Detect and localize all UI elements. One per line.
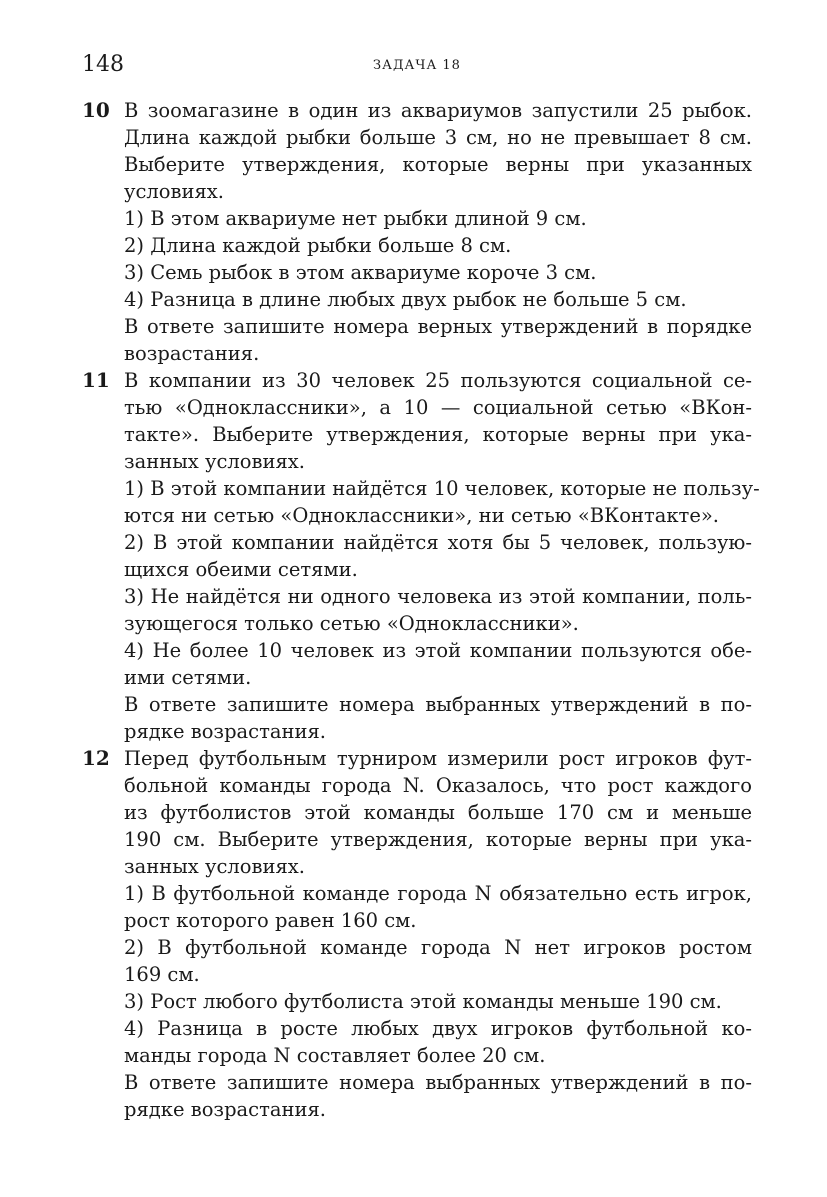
problem-text-line: занных условиях. (124, 855, 305, 878)
problem-text-line: условиях. (124, 180, 224, 203)
statement-4: 4) Разница в росте любых двух игроков футбольной ко- (124, 1017, 752, 1040)
problem-text-line: В компании из 30 человек 25 пользуются социальной се- (124, 369, 752, 392)
statement-1: рост которого равен 160 см. (124, 909, 417, 932)
statement-3: зующегося только сетью «Одноклассники». (124, 612, 579, 635)
statement-2: 2) Длина каждой рыбки больше 8 см. (124, 234, 512, 257)
statement-1: ются ни сетью «Одноклассники», ни сетью «ВКонтакте». (124, 504, 720, 527)
statement-2: 2) В этой компании найдётся хотя бы 5 человек, пользую- (124, 531, 752, 554)
page-number: 148 (82, 52, 124, 77)
statement-4: 4) Не более 10 человек из этой компании пользуются обе- (124, 639, 752, 662)
answer-instruction: рядке возрастания. (124, 720, 327, 743)
answer-instruction: возрастания. (124, 342, 260, 365)
statement-1: 1) В этом аквариуме нет рыбки длиной 9 см. (124, 207, 587, 230)
problem-text-line: из футболистов этой команды больше 170 см и меньше (124, 801, 752, 824)
answer-instruction: В ответе запишите номера выбранных утверждений в по- (124, 693, 752, 716)
problem-number: 10 (82, 98, 110, 122)
problem-number: 12 (82, 746, 110, 770)
statement-3: 3) Семь рыбок в этом аквариуме короче 3 см. (124, 261, 597, 284)
problem-text-line: Выберите утверждения, которые верны при указанных (124, 153, 752, 176)
problem-text-line: Перед футбольным турниром измерили рост игроков фут- (124, 747, 752, 770)
statement-1: 1) В этой компании найдётся 10 человек, которые не пользу- (124, 477, 760, 500)
problem-text-line: тью «Одноклассники», а 10 — социальной сетью «ВКон- (124, 396, 752, 419)
problem-text-line: 190 см. Выберите утверждения, которые верны при ука- (124, 828, 752, 851)
statement-2: 169 см. (124, 963, 200, 986)
statement-4: 4) Разница в длине любых двух рыбок не больше 5 см. (124, 288, 687, 311)
problem-text-line: В зоомагазине в один из аквариумов запустили 25 рыбок. (124, 99, 752, 122)
statement-2: 2) В футбольной команде города N нет игроков ростом (124, 936, 752, 959)
statement-1: 1) В футбольной команде города N обязательно есть игрок, (124, 882, 752, 905)
answer-instruction: В ответе запишите номера выбранных утверждений в по- (124, 1071, 752, 1094)
statement-3: 3) Не найдётся ни одного человека из этой компании, поль- (124, 585, 752, 608)
problem-text-line: Длина каждой рыбки больше 3 см, но не превышает 8 см. (124, 126, 752, 149)
problem-text-line: такте». Выберите утверждения, которые верны при ука- (124, 423, 752, 446)
statement-3: 3) Рост любого футболиста этой команды меньше 190 см. (124, 990, 722, 1013)
running-title: ЗАДАЧА 18 (373, 58, 461, 73)
problem-number: 11 (82, 368, 110, 392)
problem-text-line: занных условиях. (124, 450, 305, 473)
answer-instruction: рядке возрастания. (124, 1098, 327, 1121)
page-header (82, 50, 752, 84)
statement-4: ими сетями. (124, 666, 252, 689)
problem-text-line: больной команды города N. Оказалось, что рост каждого (124, 774, 752, 797)
statement-2: щихся обеими сетями. (124, 558, 358, 581)
answer-instruction: В ответе запишите номера верных утверждений в порядке (124, 315, 752, 338)
statement-4: манды города N составляет более 20 см. (124, 1044, 546, 1067)
